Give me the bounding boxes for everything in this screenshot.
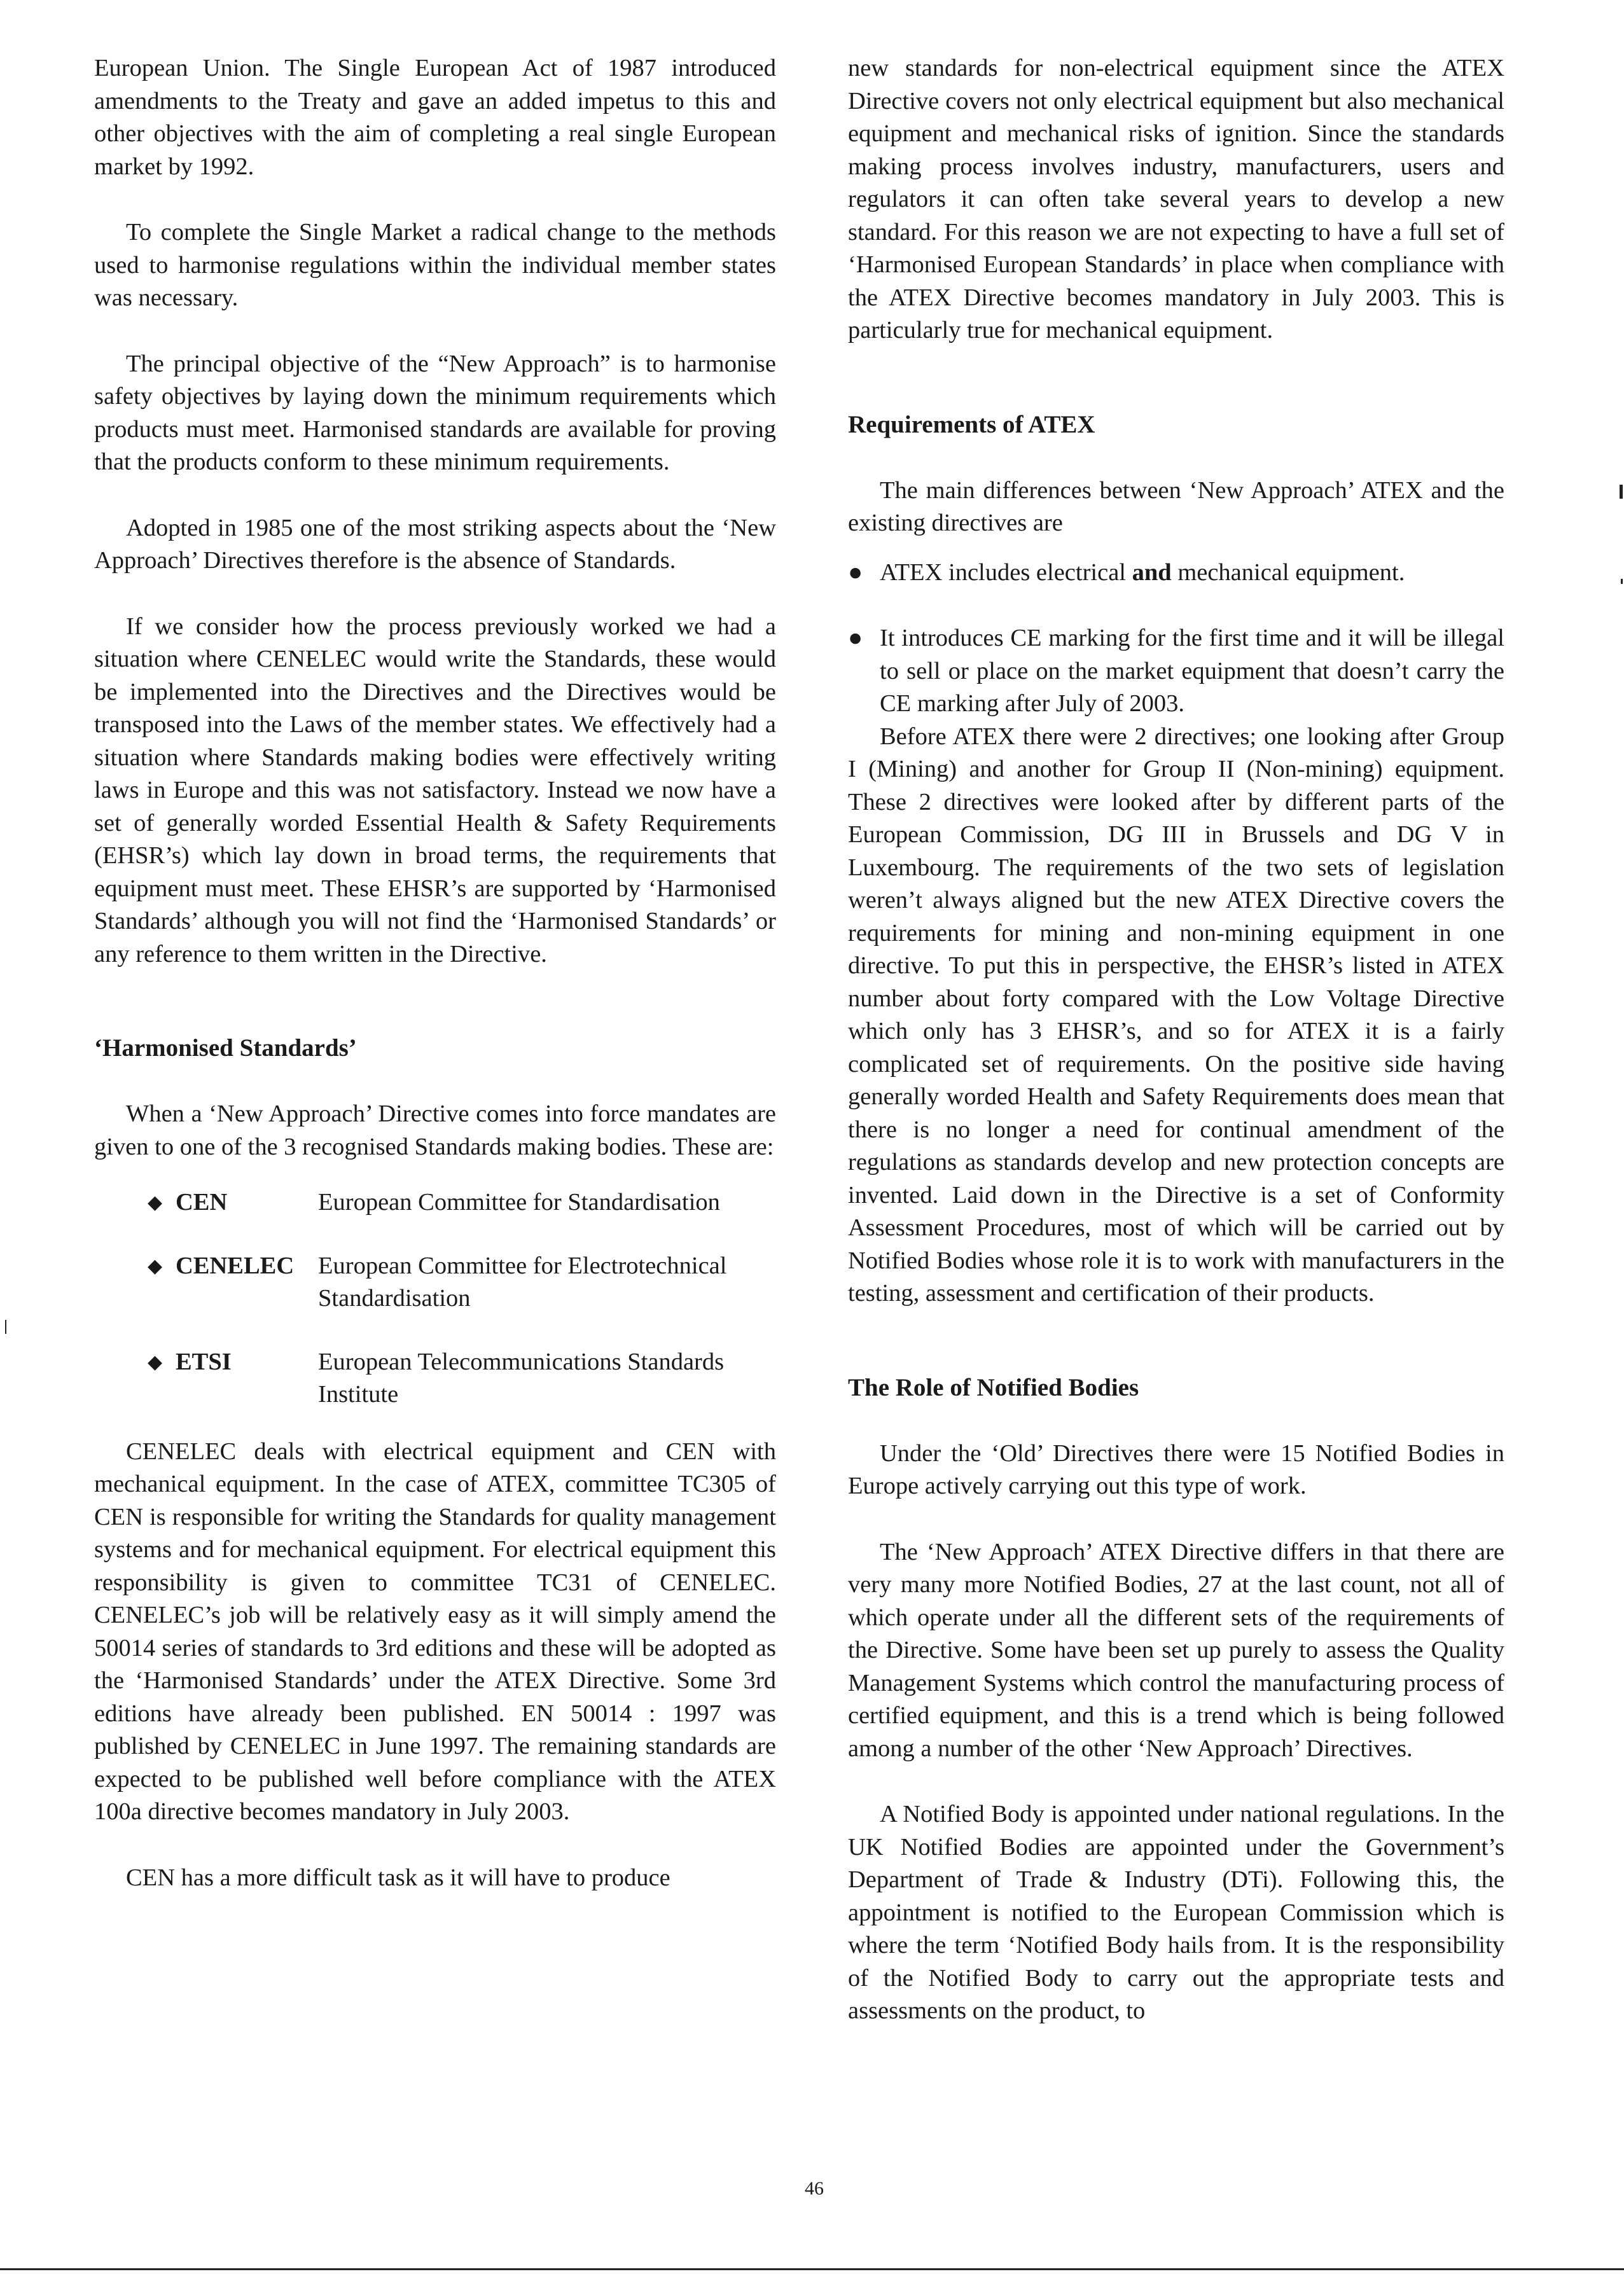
list-item — [94, 1346, 776, 1411]
paragraph: The principal objective of the “New Approach” is to harmonise safety objectives by laying down the minimum requirements which products must meet. Harmonised standards are available for proving that the products conform to these minimum requirements. — [94, 350, 776, 475]
body-name: European Committee for Standardisation — [318, 1189, 720, 1216]
paragraph: To complete the Single Market a radical change to the methods used to harmonise regulations within the individual member states was necessary. — [94, 219, 776, 311]
scan-edge-bottom — [0, 2268, 1624, 2270]
diamond-bullet-icon: ◆ — [148, 1192, 163, 1213]
list-item: ● It introduces CE marking for the first time and it will be illegal to sell or place on the market equipment that doesn’t carry the CE marking after July of 2003. — [848, 622, 1504, 721]
body-code: CENELEC — [176, 1252, 295, 1279]
body-code: ETSI — [176, 1348, 232, 1375]
list-item — [94, 1186, 776, 1219]
paragraph: Before ATEX there were 2 directives; one looking after Group I (Mining) and another for Group II (Non-mining) equipment. These 2 directives were looked after by different parts of the European Commission, DG III in Brussels and DG V in Luxembourg. The requirements of the two sets of legislation weren’t always aligned but the new ATEX Directive covers the requirements for mining and non-mining equipment in one directive. To put this in perspective, the EHSR’s listed in ATEX number about forty compared with the Low Voltage Directive which only has 3 EHSR’s, and so for ATEX it is a fairly complicated set of requirements. On the positive side having generally worded Health and Safety Requirements does mean that there is no longer a need for continual amendment of the regulations as standards develop and new protection concepts are invented. Laid down in the Directive is a set of Conformity Assessment Procedures, most of which will be carried out by Notified Bodies whose role it is to work with manufacturers in the testing, assessment and certification of their products. — [848, 723, 1504, 1307]
section-heading-harmonised-standards: ‘Harmonised Standards’ — [94, 1034, 357, 1062]
paragraph: The main differences between ‘New Approach’ ATEX and the existing directives are — [848, 476, 1504, 536]
body-name: European Committee for Electrotechnical Standardisation — [318, 1252, 727, 1312]
paragraph: Under the ‘Old’ Directives there were 15 Notified Bodies in Europe actively carrying out this type of work. — [848, 1439, 1504, 1499]
diamond-bullet-icon: ◆ — [148, 1255, 163, 1277]
scan-edge-left-mark — [5, 1320, 6, 1334]
page-number: 46 — [805, 2178, 824, 2199]
paragraph: new standards for non-electrical equipment since the ATEX Directive covers not only electrical equipment but also mechanical equipment and mechanical risks of ignition. Since the standards making process involves industry, manufacturers, users and regulators it can often take several years to develop a new standard. For this reason we are not expecting to have a full set of ‘Harmonised European Standards’ in place when compliance with the ATEX Directive becomes mandatory in July 2003. This is particularly true for mechanical equipment. — [848, 55, 1504, 343]
section-heading-notified-bodies: The Role of Notified Bodies — [848, 1373, 1139, 1401]
left-column — [94, 52, 776, 1894]
paragraph: European Union. The Single European Act of 1987 introduced amendments to the Treaty and gave an added impetus to this and other objectives with the aim of completing a real single European market by 1992. — [94, 55, 776, 180]
scan-edge-right-mark — [1621, 579, 1623, 584]
section-heading-requirements: Requirements of ATEX — [848, 410, 1095, 438]
right-column — [848, 52, 1504, 2028]
paragraph: A Notified Body is appointed under national regulations. In the UK Notified Bodies are appointed under the Government’s Department of Trade & Industry (DTi). Following this, the appointment is notified to the European Commission which is where the term ‘Notified Body hails from. It is the responsibility of the Notified Body to carry out the appropriate tests and assessments on the product, to — [848, 1801, 1504, 2024]
bullet-icon: ● — [848, 625, 863, 651]
standards-bodies-list — [94, 1186, 776, 1411]
body-name: European Telecommunications Standards Institute — [318, 1348, 725, 1408]
paragraph: CEN has a more difficult task as it will have to produce — [126, 1864, 670, 1891]
paragraph: Adopted in 1985 one of the most striking aspects about the ‘New Approach’ Directives therefore is the absence of Standards. — [94, 514, 776, 574]
body-code: CEN — [176, 1189, 228, 1216]
scan-edge-right-mark — [1620, 485, 1623, 499]
paragraph: The ‘New Approach’ ATEX Directive differs in that there are very many more Notified Bodies, 27 at the last count, not all of which operate under all the different sets of the requirements of the Directive. Some have been set up purely to assess the Quality Management Systems which control the manufacturing process of certified equipment, and this is a trend which is being followed among a number of the other ‘New Approach’ Directives. — [848, 1538, 1504, 1762]
list-item — [94, 1250, 776, 1315]
requirements-bullet-list — [848, 557, 1504, 721]
diamond-bullet-icon: ◆ — [148, 1351, 163, 1373]
list-item: ● ATEX includes electrical and mechanical equipment. — [848, 557, 1504, 590]
paragraph: CENELEC deals with electrical equipment and CEN with mechanical equipment. In the case of ATEX, committee TC305 of CEN is responsible for writing the Standards for quality management systems and for mechanical equipment. For electrical equipment this responsibility is given to committee TC31 of CENELEC. CENELEC’s job will be relatively easy as it will simply amend the 50014 series of standards to 3rd editions and these will be adopted as the ‘Harmonised Standards’ under the ATEX Directive. Some 3rd editions have already been published. EN 50014 : 1997 was published by CENELEC in June 1997. The remaining standards are expected to be published well before compliance with the ATEX 100a directive becomes mandatory in July 2003. — [94, 1438, 776, 1825]
paragraph: When a ‘New Approach’ Directive comes into force mandates are given to one of the 3 recognised Standards making bodies. These are: — [94, 1100, 776, 1160]
bullet-icon: ● — [848, 558, 863, 586]
paragraph: If we consider how the process previously worked we had a situation where CENELEC would write the Standards, these would be implemented into the Directives and the Directives would be transposed into the Laws of the member states. We effectively had a situation where Standards making bodies were effectively writing laws in Europe and this was not satisfactory. Instead we now have a set of generally worded Essential Health & Safety Requirements (EHSR’s) which lay down in broad terms, the requirements that equipment must meet. These EHSR’s are supported by ‘Harmonised Standards’ although you will not find the ‘Harmonised Standards’ or any reference to them written in the Directive. — [94, 613, 776, 967]
